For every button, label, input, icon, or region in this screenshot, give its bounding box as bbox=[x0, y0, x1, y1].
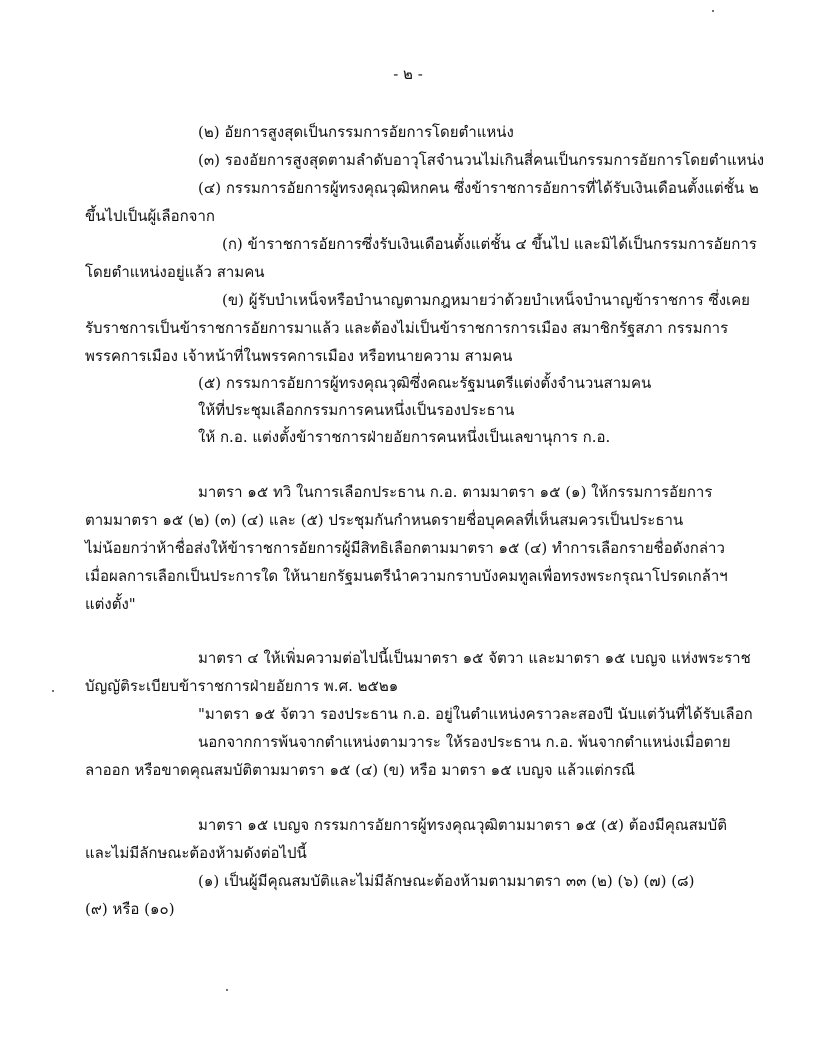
text-line: (๒) อัยการสูงสุดเป็นกรรมการอัยการโดยตำแหน่ง bbox=[198, 123, 514, 141]
text-line: มาตรา ๑๕ เบญจ กรรมการอัยการผู้ทรงคุณวุฒิตามมาตรา ๑๕ (๕) ต้องมีคุณสมบัติ bbox=[198, 816, 727, 834]
scan-speck bbox=[226, 989, 228, 991]
text-line: ลาออก หรือขาดคุณสมบัติตามมาตรา ๑๕ (๔) (ข) หรือ มาตรา ๑๕ เบญจ แล้วแต่กรณี bbox=[85, 761, 636, 779]
text-line: มาตรา ๑๕ ทวิ ในการเลือกประธาน ก.อ. ตามมาตรา ๑๕ (๑) ให้กรรมการอัยการ bbox=[198, 483, 713, 501]
scan-speck bbox=[712, 10, 714, 12]
text-line: และไม่มีลักษณะต้องห้ามดังต่อไปนี้ bbox=[85, 844, 307, 862]
text-line: (๕) กรรมการอัยการผู้ทรงคุณวุฒิซึ่งคณะรัฐมนตรีแต่งตั้งจำนวนสามคน bbox=[198, 374, 652, 392]
text-line: รับราชการเป็นข้าราชการอัยการมาแล้ว และต้องไม่เป็นข้าราชการการเมือง สมาชิกรัฐสภา กรรมการ bbox=[85, 319, 729, 337]
text-line: มาตรา ๔ ให้เพิ่มความต่อไปนี้เป็นมาตรา ๑๕ จัตวา และมาตรา ๑๕ เบญจ แห่งพระราช bbox=[198, 649, 751, 667]
scan-speck bbox=[52, 690, 54, 692]
text-line: (๙) หรือ (๑๐) bbox=[85, 900, 175, 918]
text-line: "มาตรา ๑๕ จัตวา รองประธาน ก.อ. อยู่ในตำแหน่งคราวละสองปี นับแต่วันที่ได้รับเลือก bbox=[198, 705, 753, 723]
text-line: นอกจากการพ้นจากตำแหน่งตามวาระ ให้รองประธาน ก.อ. พ้นจากตำแหน่งเมื่อตาย bbox=[198, 733, 731, 751]
text-line: โดยตำแหน่งอยู่แล้ว สามคน bbox=[85, 263, 265, 281]
text-line: ตามมาตรา ๑๕ (๒) (๓) (๔) และ (๕) ประชุมกันกำหนดรายชื่อบุคคลที่เห็นสมควรเป็นประธาน bbox=[85, 511, 684, 529]
text-line: (ข) ผู้รับบำเหน็จหรือบำนาญตามกฎหมายว่าด้วยบำเหน็จบำนาญข้าราชการ ซึ่งเคย bbox=[222, 291, 750, 309]
text-line: บัญญัติระเบียบข้าราชการฝ่ายอัยการ พ.ศ. ๒๕๒๑ bbox=[85, 677, 399, 695]
text-line: ไม่น้อยกว่าห้าชื่อส่งให้ข้าราชการอัยการผู้มีสิทธิเลือกตามมาตรา ๑๕ (๔) ทำการเลือกรายชื่อดังกล่าว bbox=[85, 539, 725, 557]
text-line: (๓) รองอัยการสูงสุดตามลำดับอาวุโสจำนวนไม่เกินสี่คนเป็นกรรมการอัยการโดยตำแหน่ง bbox=[198, 151, 765, 169]
text-line: ให้ที่ประชุมเลือกกรรมการคนหนึ่งเป็นรองประธาน bbox=[198, 401, 515, 419]
text-line: (๑) เป็นผู้มีคุณสมบัติและไม่มีลักษณะต้องห้ามตามมาตรา ๓๓ (๒) (๖) (๗) (๘) bbox=[198, 872, 695, 890]
page-number: - ๒ - bbox=[393, 65, 423, 83]
text-line: ให้ ก.อ. แต่งตั้งข้าราชการฝ่ายอัยการคนหนึ่งเป็นเลขานุการ ก.อ. bbox=[198, 428, 611, 446]
text-line: พรรคการเมือง เจ้าหน้าที่ในพรรคการเมือง หรือทนายความ สามคน bbox=[85, 347, 513, 365]
text-line: (๔) กรรมการอัยการผู้ทรงคุณวุฒิหกคน ซึ่งข้าราชการอัยการที่ได้รับเงินเดือนตั้งแต่ชั้น ๒ bbox=[198, 179, 759, 197]
text-line: (ก) ข้าราชการอัยการซึ่งรับเงินเดือนตั้งแต่ชั้น ๔ ขึ้นไป และมิได้เป็นกรรมการอัยการ bbox=[222, 235, 757, 253]
text-line: ขึ้นไปเป็นผู้เลือกจาก bbox=[85, 207, 215, 225]
text-line: แต่งตั้ง" bbox=[85, 595, 136, 613]
text-line: เมื่อผลการเลือกเป็นประการใด ให้นายกรัฐมนตรีนำความกราบบังคมทูลเพื่อทรงพระกรุณาโปรดเกล้าฯ bbox=[85, 567, 728, 585]
